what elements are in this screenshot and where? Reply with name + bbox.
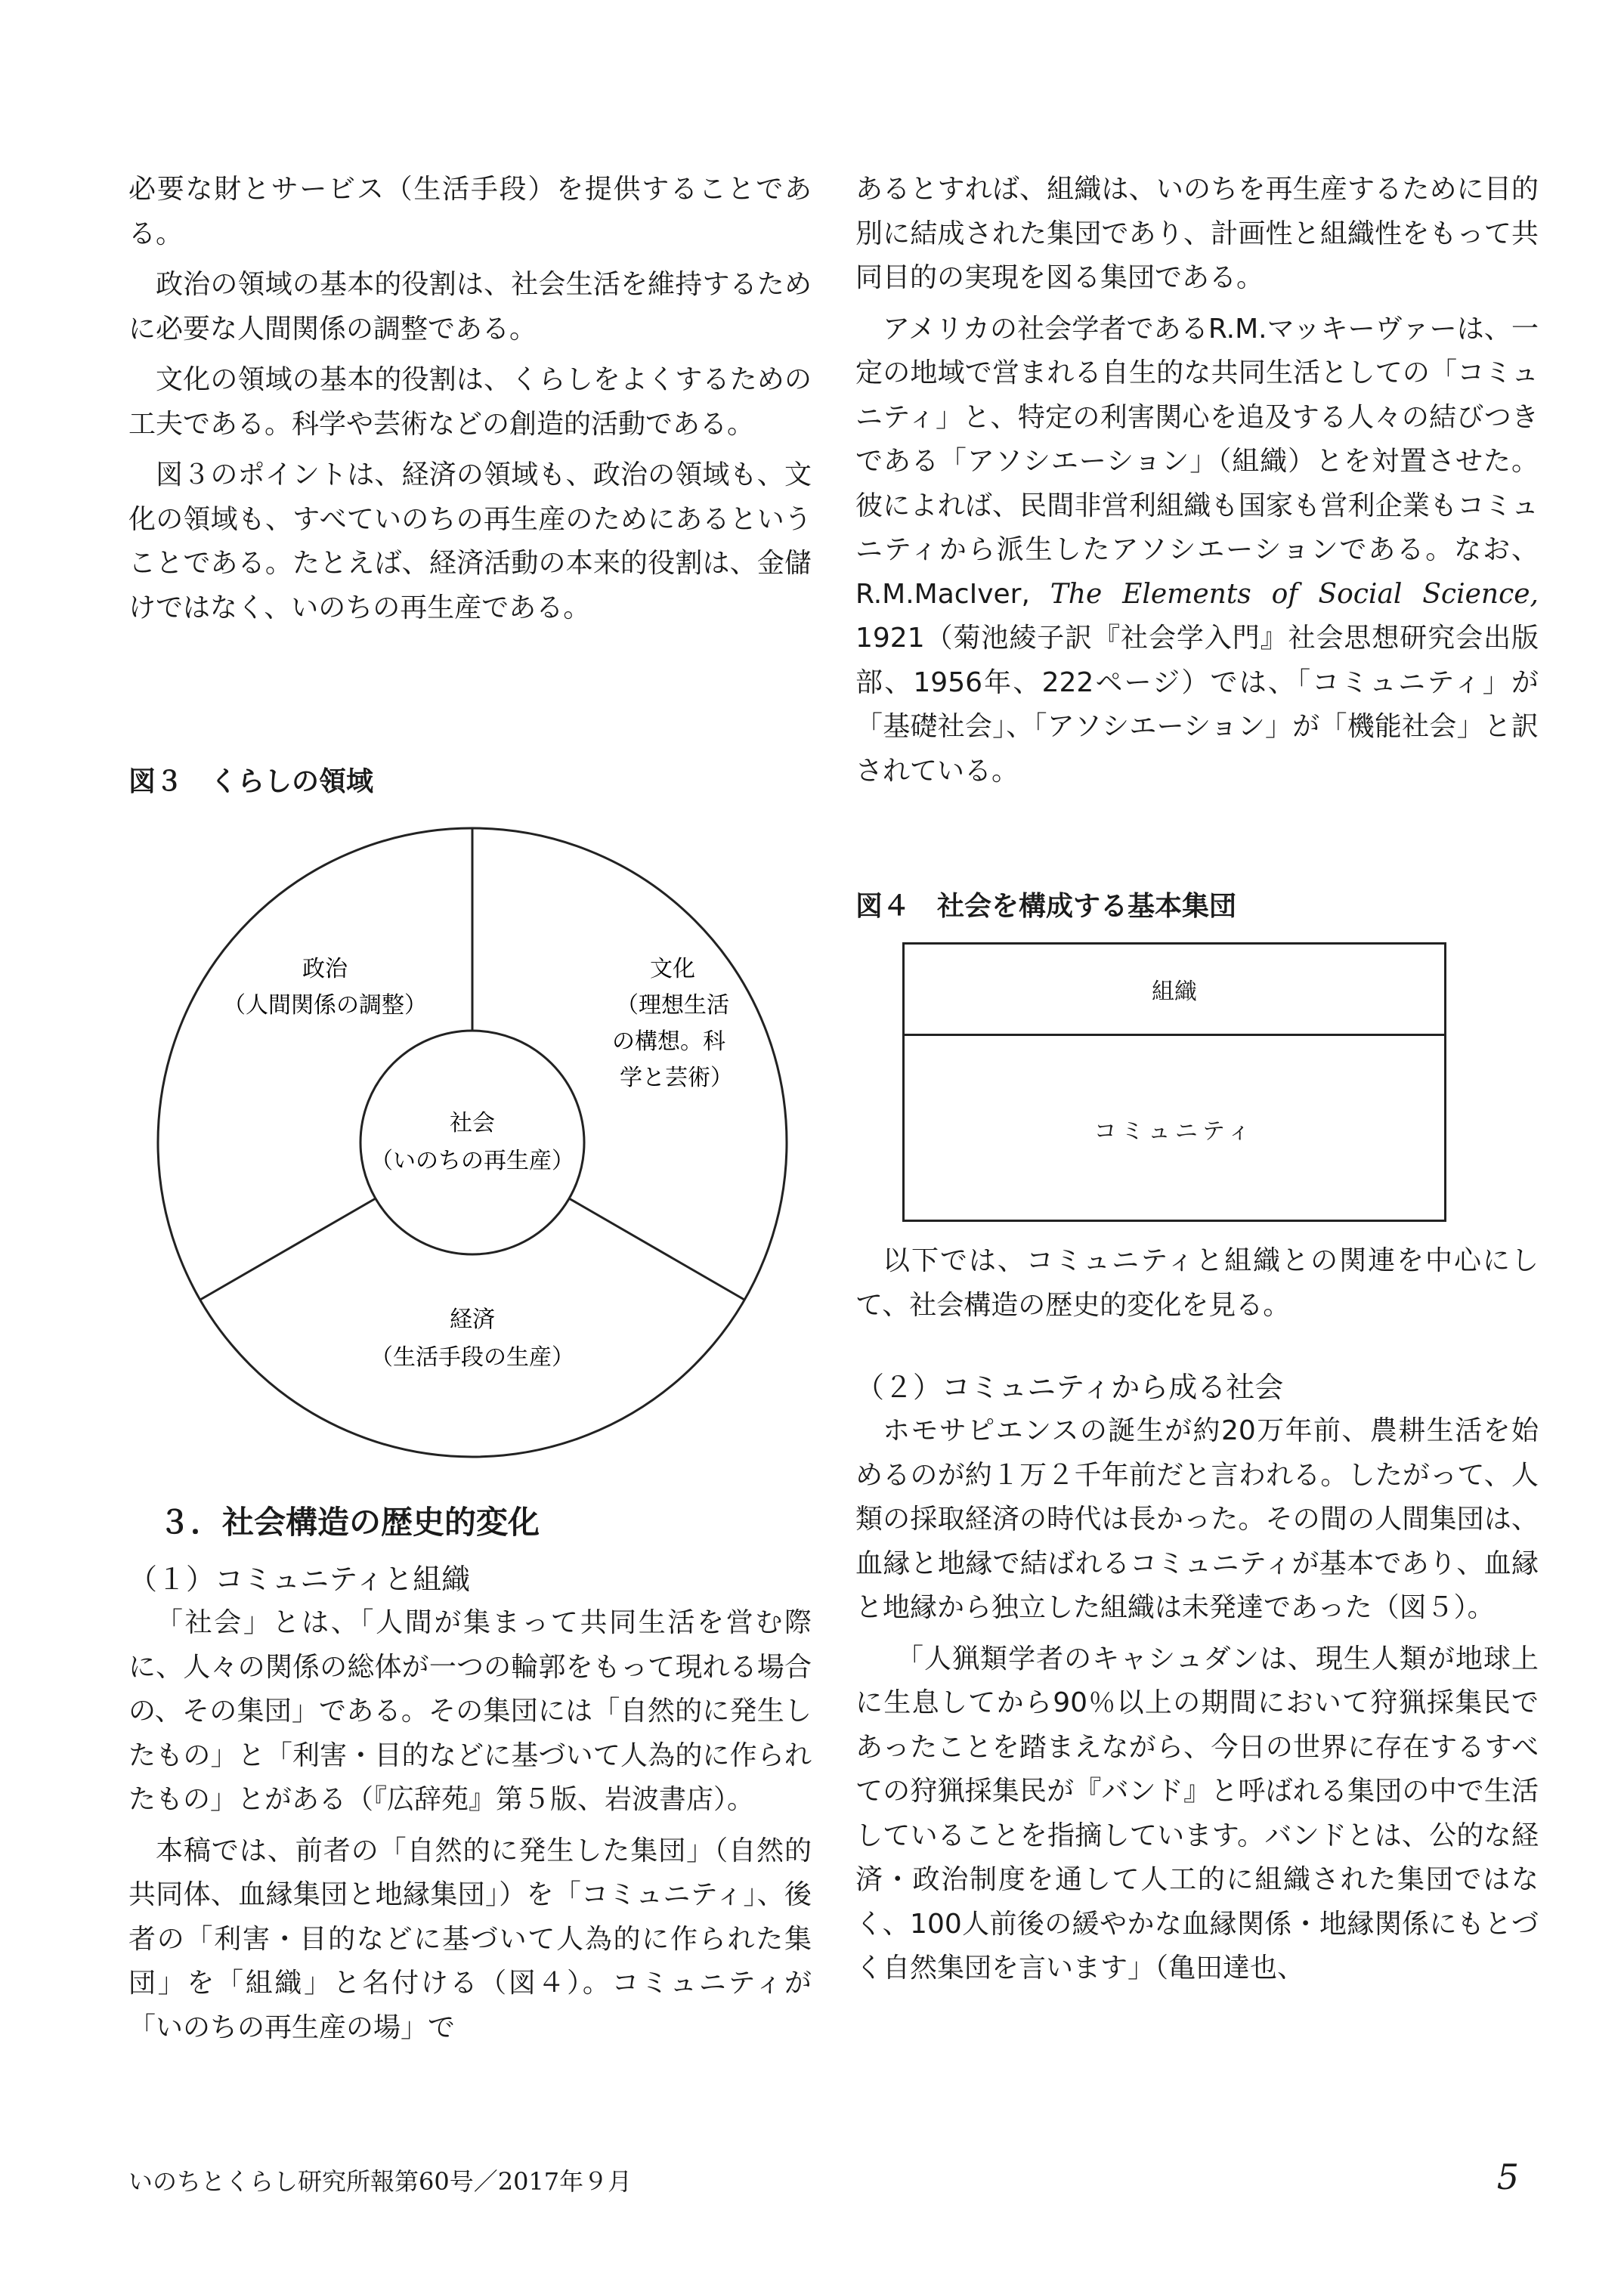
figure-3-svg — [128, 809, 812, 1473]
figure-4-caption: 図４ 社会を構成する基本集団 — [855, 891, 1237, 922]
journal-name: いのちとくらし研究所報第60号／2017年９月 — [128, 2167, 633, 2196]
left-lower-column — [128, 1500, 812, 2050]
figure-3-diagram — [128, 809, 812, 1473]
paragraph: 必要な財とサービス（生活手段）を提供することである。 — [128, 174, 812, 249]
subsection-heading-1: （１）コミュニティと組織 — [128, 1563, 471, 1596]
paragraph-part: 1921（菊池綾子訳『社会学入門』社会思想研究会出版部、1956年、222ページ）では、「コミュニティ」が「基礎社会」、「アソシエーション」が「機能社会」と訳されている。 — [855, 623, 1539, 787]
page-number: 5 — [1496, 2157, 1519, 2197]
paragraph: あるとすれば、組織は、いのちを再生産するために目的別に結成された集団であり、計画性と組織性をもって共同目的の実現を図る集団である。 — [855, 174, 1539, 293]
book-title: The Elements of Social Science, — [1050, 578, 1539, 610]
figure-4 — [855, 888, 1539, 1222]
divider-left — [200, 1198, 376, 1300]
paragraph — [855, 308, 1539, 794]
figure-3-caption-wrap — [128, 763, 373, 801]
paragraph: ホモサピエンスの誕生が約20万年前、農耕生活を始めるのが約１万２千年前だと言われる。したがって、人類の採取経済の時代は長かった。その間の人間集団は、血縁と地縁で結ばれるコミュニティが基本であり、血縁と地縁から独立した組織は未発達であった（図５）。 — [855, 1415, 1539, 1623]
subsection-heading-2: （２）コミュニティから成る社会 — [855, 1371, 1284, 1404]
right-column — [855, 168, 1539, 793]
paragraph: 「人猟類学者のキャシュダンは、現生人類が地球上に生息してから90％以上の期間において狩猟採集民であったことを踏まえながら、今日の世界に存在するすべての狩猟採集民が『バンド』と呼ばれる集団の中で生活していることを指摘しています。バンドとは、公的な経済・政治制度を通して人工的に組織された集団ではなく、100人前後の緩やかな血縁関係・地縁関係にもとづく自然集団を言います」（亀田達也、 — [855, 1643, 1539, 1984]
paragraph: 「社会」とは、「人間が集まって共同生活を営む際に、人々の関係の総体が一つの輪郭をもって現れる場合の、その集団」である。その集団には「自然的に発生したもの」と「利害・目的などに基づいて人為的に作られたもの」とがある（『広辞苑』第５版、岩波書店）。 — [128, 1607, 812, 1815]
politics-subtitle: （人間関係の調整） — [223, 992, 427, 1019]
section-heading: ３．社会構造の歴史的変化 — [159, 1504, 540, 1541]
society-subtitle: （いのちの再生産） — [370, 1148, 574, 1174]
politics-title: 政治 — [302, 956, 348, 982]
culture-line-1: （理想生活 — [616, 992, 729, 1019]
paragraph: 文化の領域の基本的役割は、くらしをよくするための工夫である。科学や芸術などの創造的活動である。 — [128, 364, 812, 440]
organization-layer: 組織 — [905, 945, 1444, 1036]
paragraph: 本稿では、前者の「自然的に発生した集団」（自然的共同体、血縁集団と地縁集団」）を「コミュニティ」、後者の「利害・目的などに基づいて人為的に作られた集団」を「組織」と名付ける（図４）。コミュニティが「いのちの再生産の場」で — [128, 1835, 812, 2043]
right-lower-column — [855, 1239, 1539, 1991]
society-title: 社会 — [450, 1110, 495, 1136]
paragraph: 以下では、コミュニティと組織との関連を中心にして、社会構造の歴史的変化を見る。 — [855, 1245, 1539, 1321]
economy-subtitle: （生活手段の生産） — [370, 1344, 574, 1371]
culture-title: 文化 — [650, 956, 695, 982]
left-column — [128, 168, 812, 630]
economy-title: 経済 — [450, 1306, 495, 1333]
culture-line-2: の構想。科 — [612, 1028, 725, 1055]
community-layer: コミュニティ — [1093, 1118, 1255, 1145]
paragraph-part: アメリカの社会学者であるR.M.マッキーヴァーは、一定の地域で営まれる自生的な共同生活としての「コミュニティ」と、特定の利害関心を追及する人々の結びつきである「アソシエーション」（組織）とを対置させた。彼によれば、民間非営利組織も国家も営利企業もコミュニティから派生したアソシエーションである。なお、R.M.MacIver, — [855, 313, 1539, 610]
culture-line-3: 学と芸術） — [620, 1065, 733, 1091]
divider-right — [569, 1198, 744, 1300]
page-footer — [128, 2157, 1519, 2197]
paragraph: 図３のポイントは、経済の領域も、政治の領域も、文化の領域も、すべていのちの再生産のためにあるということである。たとえば、経済活動の本来的役割は、金儲けではなく、いのちの再生産である。 — [128, 459, 812, 623]
paragraph: 政治の領域の基本的役割は、社会生活を維持するために必要な人間関係の調整である。 — [128, 269, 812, 345]
figure-3-caption: 図３ くらしの領域 — [128, 766, 374, 797]
inner-circle — [360, 1031, 584, 1254]
figure-4-box — [902, 942, 1446, 1222]
